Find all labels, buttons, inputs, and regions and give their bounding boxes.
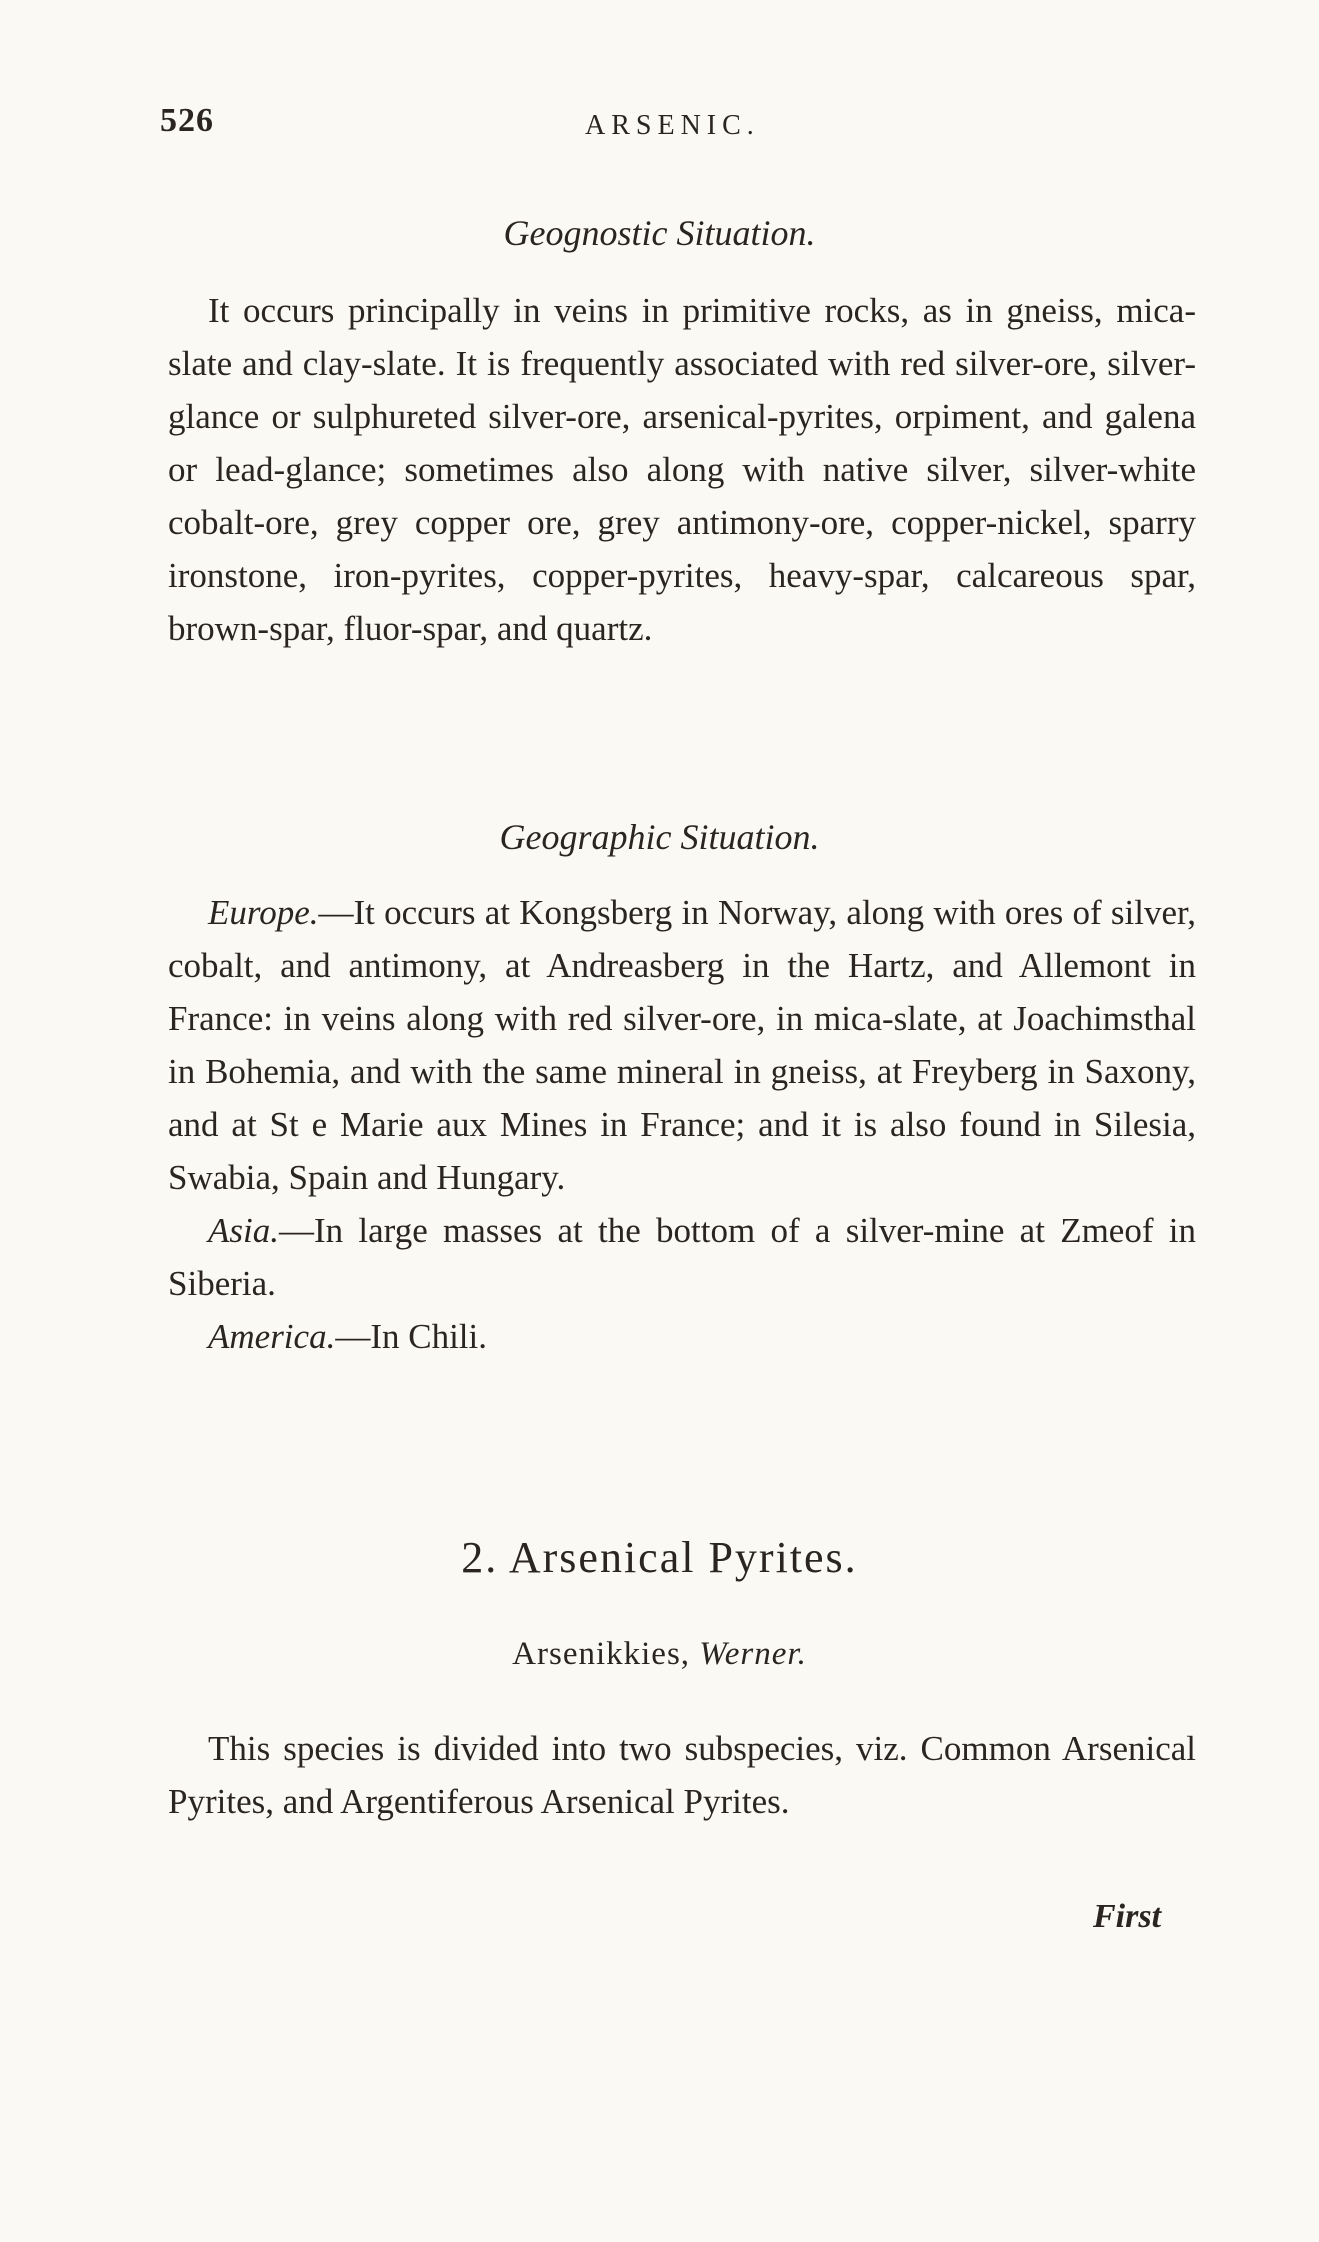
asia-paragraph: [168, 1204, 1196, 1310]
europe-paragraph: [168, 886, 1196, 1204]
geographic-heading: Geographic Situation.: [499, 817, 820, 857]
synonym-line: [0, 1636, 1319, 1673]
species-title: 2. Arsenical Pyrites.: [461, 1533, 858, 1582]
geognostic-heading: Geognostic Situation.: [503, 213, 816, 253]
asia-label: Asia.: [208, 1211, 279, 1250]
america-label: America.: [208, 1317, 336, 1356]
europe-label: Europe.: [208, 893, 319, 932]
running-title: ARSENIC.: [585, 110, 760, 141]
asia-text: —In large masses at the bottom of a silver-mine at Zmeof in Siberia.: [168, 1211, 1196, 1303]
america-paragraph: [168, 1310, 1196, 1363]
synonym-name: Arsenikkies,: [512, 1636, 691, 1672]
geographic-section: [168, 886, 1196, 1363]
page-number: 526: [160, 102, 214, 139]
synonym-author: Werner.: [699, 1636, 807, 1672]
europe-text: —It occurs at Kongsberg in Norway, along with ores of silver, cobalt, and antimony, at Andreasberg in the Hartz, and Allemont in France: in veins along with red silver-ore, in mica-slate, at Joachimsthal in Bohemia, and with the same mineral in gneiss, at Freyberg in Saxony, and at St e Marie aux Mines in France; and it is also found in Silesia, Swabia, Spain and Hungary.: [168, 893, 1196, 1197]
geognostic-text: It occurs principally in veins in primitive rocks, as in gneiss, mica-slate and clay-slate. It is frequently associated with red silver-ore, silver-glance or sulphureted silver-ore, arsenical-pyrites, orpiment, and galena or lead-glance; sometimes also along with native silver, silver-white cobalt-ore, grey copper ore, grey antimony-ore, copper-nickel, sparry ironstone, iron-pyrites, copper-pyrites, heavy-spar, calcareous spar, brown-spar, fluor-spar, and quartz.: [168, 291, 1196, 648]
geognostic-paragraph: [168, 284, 1196, 655]
species-paragraph: [168, 1722, 1196, 1828]
catchword: First: [1093, 1898, 1162, 1935]
america-text: —In Chili.: [335, 1317, 488, 1356]
species-text: This species is divided into two subspecies, viz. Common Arsenical Pyrites, and Argentiferous Arsenical Pyrites.: [168, 1729, 1196, 1821]
